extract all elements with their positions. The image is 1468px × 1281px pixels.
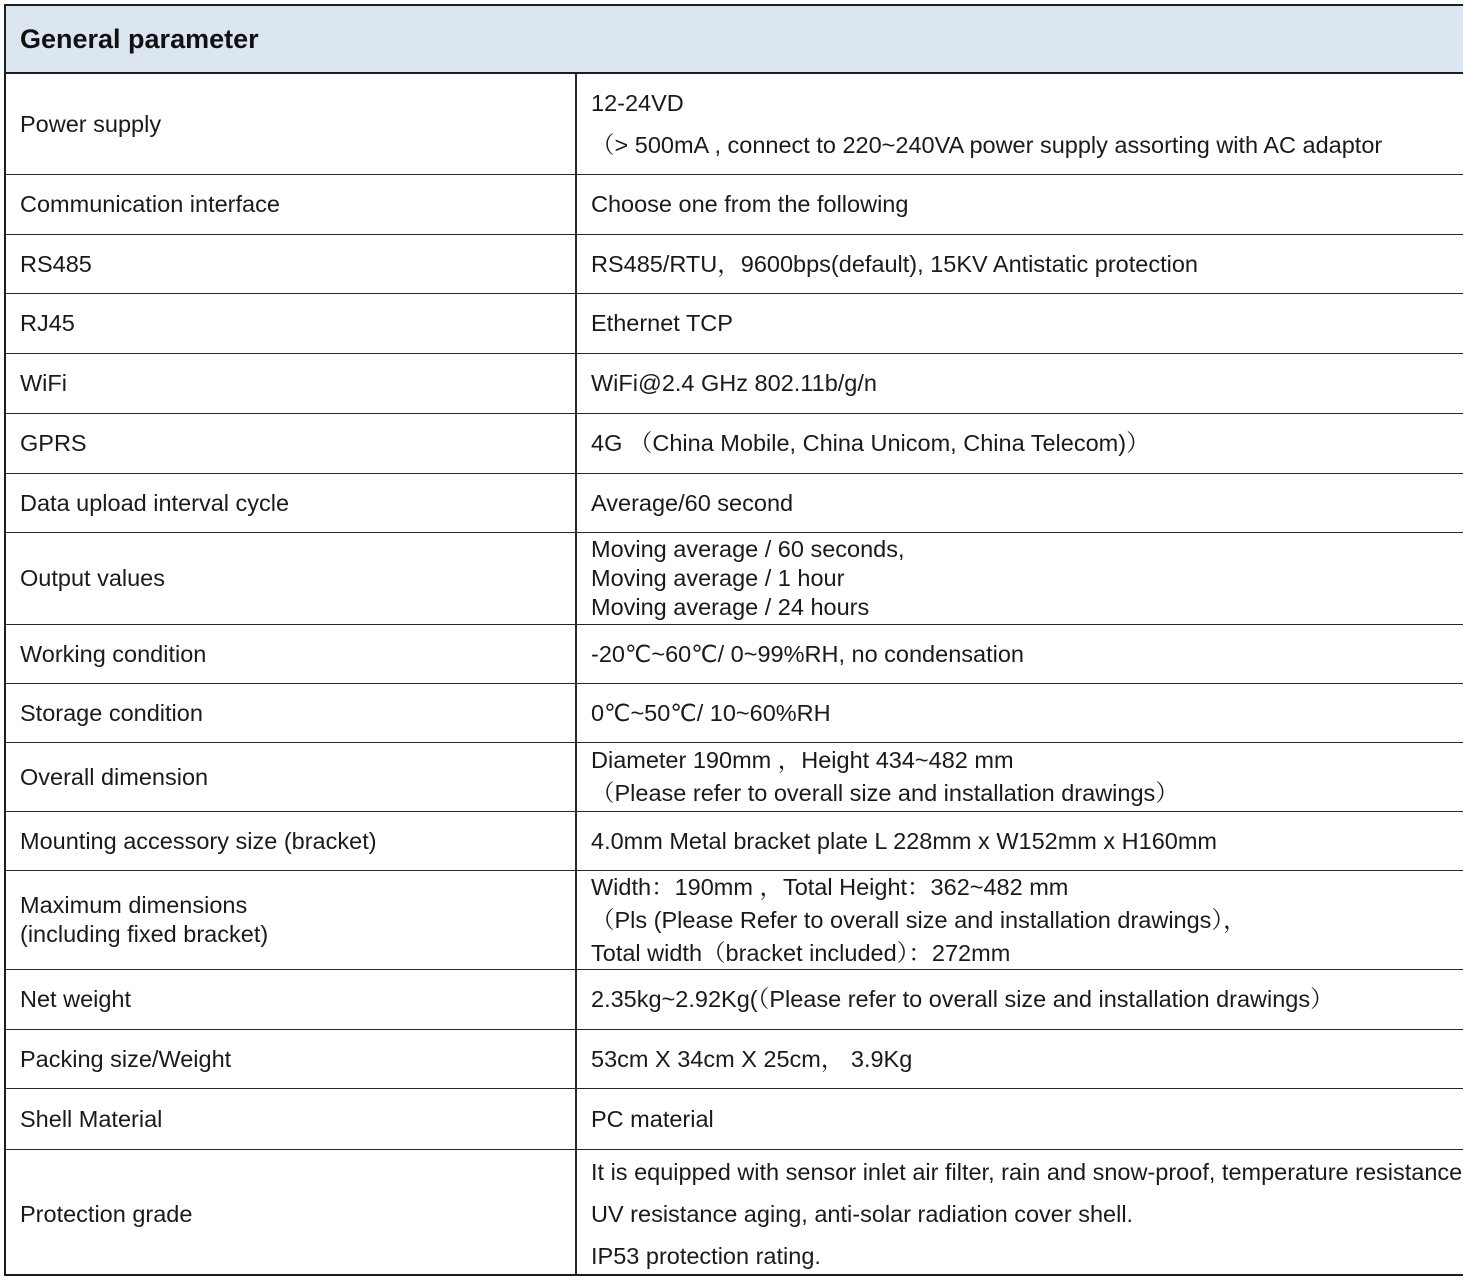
table-row-gprs (6, 414, 1463, 474)
row-label: Power supply (6, 74, 577, 174)
row-label: Output values (6, 533, 577, 624)
table-row-output-values (6, 533, 1463, 625)
row-label: RJ45 (6, 294, 577, 353)
row-value: Average/60 second (591, 489, 794, 516)
table-row-packing-size (6, 1030, 1463, 1089)
row-label: WiFi (6, 354, 577, 413)
table-header (6, 6, 1463, 74)
table-row-rj45 (6, 294, 1463, 354)
row-value: WiFi@2.4 GHz 802.11b/g/n (591, 370, 877, 396)
table-title: General parameter (20, 23, 259, 54)
row-value: 2.35kg~2.92Kg(（Please refer to overall size and installation drawings） (591, 986, 1334, 1012)
row-value: 4G （China Mobile, China Unicom, China Telecom)） (591, 430, 1150, 456)
spec-table (4, 4, 1463, 1276)
row-value: -20℃~60℃/ 0~99%RH, no condensation (591, 640, 1024, 667)
table-row-overall-dimension (6, 743, 1463, 812)
row-value: PC material (591, 1105, 714, 1132)
row-label: Storage condition (6, 684, 577, 742)
row-label: GPRS (6, 414, 577, 473)
row-label: RS485 (6, 235, 577, 293)
row-label: Shell Material (6, 1089, 577, 1149)
row-value: Diameter 190mm ，Height 434~482 mm （Please refer to overall size and installation drawings） (591, 747, 1179, 806)
table-row-shell-material (6, 1089, 1463, 1150)
table-row-rs485 (6, 235, 1463, 294)
row-value: Width：190mm ，Total Height：362~482 mm （Pls (Please Refer to overall size and installation drawings）， Total width（bracket included）：272mm (591, 873, 1247, 966)
row-label: Mounting accessory size (bracket) (6, 812, 577, 870)
row-label: Protection grade (6, 1150, 577, 1276)
row-value: 0℃~50℃/ 10~60%RH (591, 699, 831, 726)
row-value: Choose one from the following (591, 191, 909, 217)
table-row-data-upload-interval (6, 474, 1463, 533)
row-label: Overall dimension (6, 743, 577, 811)
row-label: Packing size/Weight (6, 1030, 577, 1088)
table-row-communication-interface (6, 175, 1463, 235)
table-row-power-supply (6, 74, 1463, 175)
row-value: Moving average / 60 seconds, Moving average / 1 hour Moving average / 24 hours (591, 536, 905, 620)
table-row-mounting-accessory-size (6, 812, 1463, 871)
row-value: 53cm X 34cm X 25cm， 3.9Kg (591, 1045, 913, 1072)
row-label: Maximum dimensions (including fixed bracket) (6, 871, 577, 969)
row-value: RS485/RTU，9600bps(default), 15KV Antistatic protection (591, 250, 1198, 277)
row-value: Ethernet TCP (591, 310, 733, 336)
row-label: Net weight (6, 970, 577, 1029)
row-value: 12-24VD （> 500mA , connect to 220~240VA power supply assorting with AC adaptor (591, 90, 1383, 158)
table-row-working-condition (6, 625, 1463, 684)
row-label: Data upload interval cycle (6, 474, 577, 532)
table-row-storage-condition (6, 684, 1463, 743)
row-label: Working condition (6, 625, 577, 683)
table-row-net-weight (6, 970, 1463, 1030)
table-row-wifi (6, 354, 1463, 414)
table-row-protection-grade (6, 1150, 1463, 1276)
table-row-maximum-dimensions (6, 871, 1463, 970)
row-label: Communication interface (6, 175, 577, 234)
row-value: 4.0mm Metal bracket plate L 228mm x W152mm x H160mm (591, 827, 1217, 854)
row-value: It is equipped with sensor inlet air filter, rain and snow-proof, temperature resistance UV resistance aging, anti-solar radiation cover shell. IP53 protection rating. (591, 1159, 1463, 1269)
